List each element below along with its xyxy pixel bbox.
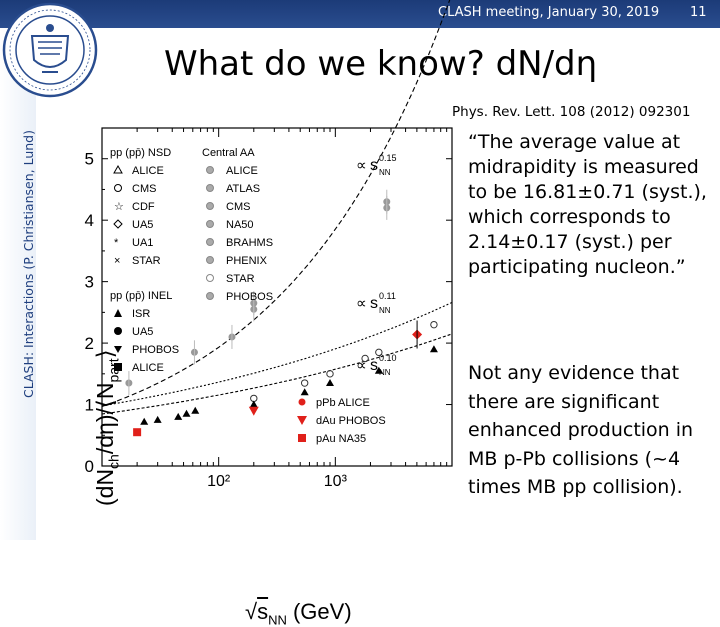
reference-citation: Phys. Rev. Lett. 108 (2012) 092301 [452,104,691,120]
legend-left-label: UA5 [132,219,154,231]
fit-label-prefix: ∝ [356,157,367,174]
legend-right-label: NA50 [226,219,254,231]
x-tick-label: 10³ [323,473,347,490]
legend-right-label: PHENIX [226,255,267,267]
university-seal-logo [2,2,98,98]
fit-label-prefix: ∝ [356,357,367,374]
legend-marker [207,203,214,210]
legend-left-label: CMS [132,183,157,195]
legend-left-label: PHOBOS [132,344,180,356]
fit-label-sup: 0.11 [379,291,396,301]
legend-marker [299,399,306,406]
legend-marker [207,167,214,174]
fit-label-sub: NN [379,168,391,177]
legend-left-label: CDF [132,201,155,213]
legend-left-label: UA1 [132,237,154,249]
fit-label-base: s [370,157,378,174]
fit-label-sub: NN [379,306,391,315]
y-tick-label: 2 [84,334,94,354]
legend-bottom-label: pPb ALICE [316,397,370,409]
y-axis-label: $(dN_{ch}/d\eta)/⟨N_{part}⟩$ [92,349,122,506]
fit-label-sup: 0.10 [379,353,397,363]
slide-number: 11 [690,5,707,20]
legend-left-header2: pp (pp̄) INEL [110,290,173,302]
legend-marker [207,293,214,300]
legend-marker: ☆ [114,201,124,213]
legend-marker [298,434,306,442]
legend-right-label: BRAHMS [226,237,274,249]
legend-left-label: UA5 [132,326,154,338]
legend-marker [207,257,214,264]
legend-marker: × [114,255,121,267]
fit-label-base: s [370,295,378,312]
data-point-pau [133,428,141,436]
fit-label-sup: 0.15 [379,153,397,163]
legend-right-label: ATLAS [226,183,261,195]
legend-marker [207,239,214,246]
y-tick-label: 4 [84,211,94,231]
fit-label-sub: NN [379,368,391,377]
legend-right-label: CMS [226,201,251,213]
legend-left-label: ALICE [132,165,164,177]
x-axis-label: $√s_{NN}$ (GeV) [245,599,352,627]
fit-label-prefix: ∝ [356,295,367,312]
chart [40,118,462,627]
legend-right-label: ALICE [226,165,258,177]
fit-label-base: s [370,357,378,374]
y-tick-label: 1 [84,395,94,415]
slide-title: What do we know? dN/dη [164,44,598,84]
quote-text: “The average value at midrapidity is measured to be 16.81±0.71 (syst.), which corresponds to 2.14±0.17 (syst.) per participating nucleon.” [468,131,707,278]
header-title: CLASH meeting, January 30, 2019 [438,5,660,20]
x-tick-label: 10² [207,473,231,490]
legend-left-label: ALICE [132,362,164,374]
y-tick-label: 0 [84,457,94,476]
legend-marker [114,327,122,335]
legend-marker [207,221,214,228]
legend-left-label: ISR [132,308,151,320]
legend-right-label: PHOBOS [226,291,274,303]
legend-left-header1: pp (pp̄) NSD [110,147,172,159]
note-text: Not any evidence that there are significant enhanced production in MB p-Pb collisions (~4 times MB pp collision). [468,362,694,498]
y-tick-label: 5 [84,149,94,169]
sidebar-vertical-text: CLASH: Interactions (P. Christiansen, Lund) [21,130,36,398]
y-tick-label: 3 [84,272,94,292]
legend-bottom-label: dAu PHOBOS [316,415,386,427]
legend-left-label: STAR [132,255,161,267]
legend-right-header: Central AA [202,147,255,159]
legend-right-label: STAR [226,273,255,285]
legend-bottom-label: pAu NA35 [316,433,367,445]
legend-marker [207,185,214,192]
legend-marker: * [114,237,119,249]
